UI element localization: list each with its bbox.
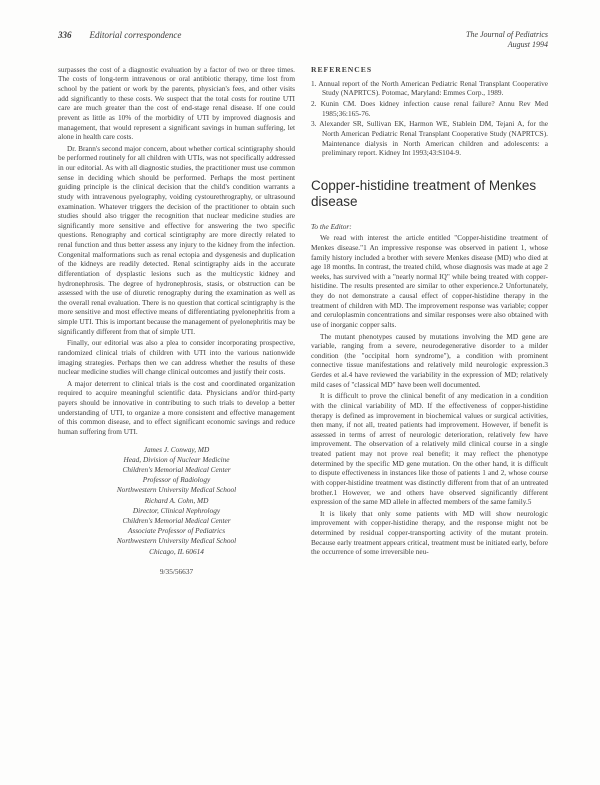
signature-line: Head, Division of Nuclear Medicine [123, 454, 230, 464]
letter-title: Copper-histidine treatment of Menkes disease [311, 177, 537, 209]
signature-line: Director, Clinical Nephrology [132, 505, 221, 515]
signature-line: Children's Memorial Medical Center [122, 464, 231, 474]
body-paragraph: surpasses the cost of a diagnostic evaluation by a factor of two or three times. The costs of long-term intravenous or oral antibiotic therapy, time lost from school by the patient or work by the parents, physician's fees, and other visits add significantly to these costs. We suspect that the total costs for routine UTI care are much greater than the cost of end-stage renal disease. If one could prevent as little as 10% of the morbidity of UTI by improved diagnosis and management, that would represent a significant savings in human suffering, let alone in health care costs. [58, 64, 295, 142]
signature-line: Children's Memorial Medical Center [122, 515, 231, 525]
body-paragraph: Finally, our editorial was also a plea to consider incorporating prospective, randomized clinical trials of children with UTI into the various nationwide imaging strategies. Perhaps then we can address whether the results of these nuclear medicine studies will change clinical outcomes and justify their costs. [58, 338, 295, 377]
left-column [58, 65, 295, 577]
reference-item: 1. Annual report of the North American Pediatric Renal Transplant Cooperative Study (NAPRTCS). Potomac, Maryland: Emmes Corp., 1989. [311, 78, 548, 98]
page-number: 336 [58, 30, 72, 40]
signature-line: Northwestern University Medical School [116, 536, 237, 546]
letter-salutation: To the Editor: [311, 221, 352, 231]
letter-paragraph: The mutant phenotypes caused by mutations involving the MD gene are variable, ranging from a severe, neurodegenerative disorder to a milder condition (the "occipital horn syndrome"), a condition with prominent connective tissue manifestations and relatively mild neurologic expression.3 Gerdes et al.4 have reviewed the variability in the expression of MD; relatively mild cases of "classical MD" have been well documented. [311, 331, 548, 389]
running-head [58, 30, 548, 51]
signature-line: Chicago, IL 60614 [149, 546, 204, 556]
journal-name: The Journal of Pediatrics [466, 30, 548, 39]
signature-line: Professor of Radiology [142, 475, 211, 485]
section-title: Editorial correspondence [89, 30, 182, 40]
body-paragraph: Dr. Brann's second major concern, about whether cortical scintigraphy should be performed routinely for all children with UTIs, was not specifically addressed in our editorial. As with all diagnostic studies, the practitioner must use common sense in deciding which should be performed. Perhaps the most pertinent guiding principle is the clinical decision that the child's condition warrants a study with intravenous pyelography, voiding cystourethrography, or ultrasound examination. Whatever triggers the decision of the practitioner to obtain such studies should also trigger the recognition that nuclear medicine studies are significantly more sensitive and effective for answering the two specific questions. Renography and cortical scintigraphy are more directly related to renal function and thus better assess any injury to the kidney from the infection. Congenital malformations such as renal ectopia and dysgenesis and duplication of the kidneys are readily detected. Renal scintigraphy aids in the accurate differentiation of dysplastic lesions such as the multicystic kidney and hydronephrosis. The degree of hydronephrosis, stasis, or obstruction can be assessed with the use of diuretic renography during the examination as well as the overall renal evaluation. There is no question that cortical scintigraphy is the more sensitive and most effective means of differentiating pyelonephritis from a simple UTI. This is important because the management of pyelonephritis may be significantly different from that of simple UTI. [58, 143, 295, 336]
manuscript-number: 9/35/56637 [159, 566, 194, 576]
body-paragraph: A major deterrent to clinical trials is the cost and coordinated organization required to acquire meaningful scientific data. Physicians and/or third-party payers should be innovative in contributing to such trials to develop a better understanding of UTI, to organize a more consistent and effective management of this common disease, and to effect significant economic savings and reduce human suffering from UTI. [58, 378, 295, 436]
running-head-right [466, 30, 548, 51]
signature-line: Richard A. Cohn, MD [144, 495, 209, 505]
right-column [311, 65, 548, 577]
two-column-layout [58, 65, 548, 577]
page-content [58, 30, 548, 576]
letter-paragraph: We read with interest the article entitled "Copper-histidine treatment of Menkes disease."1 An impressive response was observed in patient 1, whose family history included a brother with severe Menkes disease (MD) who died at age 18 months. In contrast, the treated child, whose diagnosis was made at age 2 weeks, has survived with a "nearly normal IQ" while being treated with copper-histidine. The results presented are similar to other experience.2 Unfortunately, they do not demonstrate a causal effect of copper-histidine therapy in the treatment of children with MD. The improvement response was variable; copper and ceruloplasmin concentrations and similar responses were also obtained with use of inorganic copper salts. [311, 233, 548, 329]
reference-item: 2. Kunin CM. Does kidney infection cause renal failure? Annu Rev Med 1985;36:165-76. [311, 99, 548, 118]
signature-line: Associate Professor of Pediatrics [127, 526, 226, 536]
issue-date: August 1994 [507, 40, 548, 50]
references-heading: REFERENCES [311, 64, 373, 74]
signature-line: Northwestern University Medical School [116, 485, 237, 495]
letter-paragraph: It is likely that only some patients with MD will show neurologic improvement with copper-histidine therapy, and the response might not be determined by residual copper-transporting activity of the mutant protein. Because early treatment appears critical, treatment must be initiated early, before the occurrence of some irreversible neu- [311, 508, 548, 557]
signature-line: James J. Conway, MD [143, 444, 210, 454]
running-head-left [58, 30, 181, 40]
signature-block [58, 445, 295, 557]
reference-item: 3. Alexander SR, Sullivan EK, Harmon WE, Stablein DM, Tejani A, for the North American Pediatric Renal Transplant Cooperative Study (NAPRTCS). Maintenance dialysis in North American children and adolescents: a preliminary report. Kidney Int 1993;43:S104-9. [311, 119, 548, 158]
letter-paragraph: It is difficult to prove the clinical benefit of any medication in a condition with the clinical variability of MD. If the effectiveness of copper-histidine therapy is defined as improvement in biochemical values or surgical activities, then many, if not all, treated patients had improvement. However, if benefit is assessed in terms of arrest of neurologic deterioration, relatively few have improvement. The observation of a relatively mild clinical course in a single treated patient may not prove real benefit; it may reflect the phenotype determined by the specific MD gene mutation. On the other hand, it is difficult to dispute effectiveness in instances like those of patients 1 and 2, whose course with copper-histidine treatment was distinctly different from that of an untreated brother.1 However, we and others have observed significantly different expression of the same MD allele in affected members of the same family.5 [311, 391, 548, 507]
